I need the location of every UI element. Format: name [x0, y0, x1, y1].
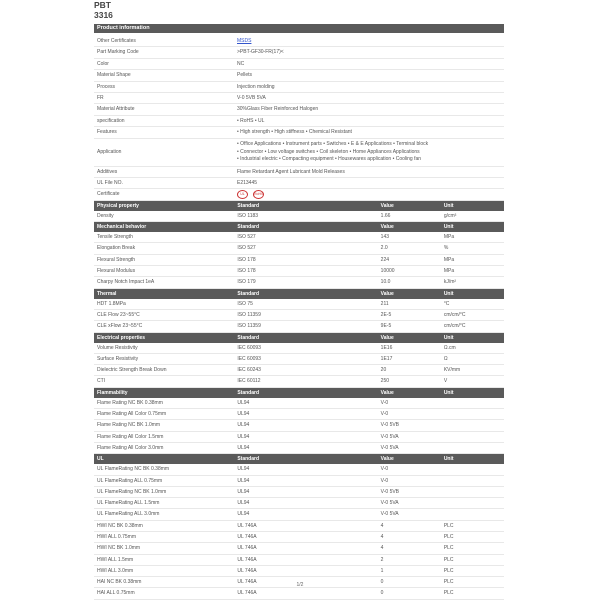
property-name: UL FlameRating NC BK 0.38mm: [94, 464, 234, 475]
section-header: [94, 387, 504, 398]
property-value: 2: [378, 554, 441, 565]
property-standard: ISO 178: [234, 266, 377, 277]
property-unit: PLC: [441, 532, 504, 543]
property-row: [94, 299, 504, 310]
property-name: Flame Rating NC BK 0.38mm: [94, 398, 234, 409]
property-unit: V: [441, 376, 504, 387]
property-unit: PLC: [441, 554, 504, 565]
section-title: UL: [94, 454, 234, 465]
property-row: [94, 532, 504, 543]
property-standard: ISO 179: [234, 277, 377, 288]
column-header: Standard: [234, 332, 377, 343]
property-standard: ISO 75: [234, 299, 377, 310]
column-header: Unit: [441, 222, 504, 233]
column-header: Standard: [234, 454, 377, 465]
property-unit: [441, 409, 504, 420]
property-row: [94, 309, 504, 320]
property-row: [94, 321, 504, 332]
property-standard: IEC 60243: [234, 365, 377, 376]
property-name: CLE Flow 23~55°C: [94, 309, 234, 320]
property-row: [94, 277, 504, 288]
section-header: [94, 332, 504, 343]
property-standard: ISO 527: [234, 243, 377, 254]
property-standard: UL 746A: [234, 588, 377, 599]
property-standard: ISO 11359: [234, 309, 377, 320]
property-standard: UL 746A: [234, 543, 377, 554]
column-header: Value: [378, 387, 441, 398]
column-header: Value: [378, 222, 441, 233]
property-value: 4: [378, 532, 441, 543]
info-row: [94, 47, 504, 58]
property-name: HWI ALL 0.75mm: [94, 532, 234, 543]
property-row: [94, 211, 504, 222]
property-name: Surface Resistivity: [94, 353, 234, 364]
property-standard: UL 746A: [234, 520, 377, 531]
property-unit: cm/cm/°C: [441, 321, 504, 332]
info-value-cell: E213445: [234, 178, 504, 189]
info-value-cell: [234, 36, 504, 47]
property-standard: UL 746A: [234, 554, 377, 565]
section-title: Thermal: [94, 288, 234, 299]
property-value: V-0 5VA: [378, 509, 441, 520]
application-line: • Connector • Low voltage switches • Coil skeleton • Home Appliances Applications: [237, 148, 420, 155]
info-row: [94, 104, 504, 115]
info-row: [94, 58, 504, 69]
property-unit: MPa: [441, 254, 504, 265]
property-row: [94, 398, 504, 409]
property-value: 2E-5: [378, 309, 441, 320]
property-unit: cm/cm/°C: [441, 309, 504, 320]
property-value: 20: [378, 365, 441, 376]
page-number: 1/2: [296, 582, 304, 588]
info-row: [94, 93, 504, 104]
property-standard: IEC 60093: [234, 343, 377, 354]
property-row: [94, 565, 504, 576]
product-grade: 3316: [94, 10, 113, 20]
property-name: HWI NC BK 1.0mm: [94, 543, 234, 554]
application-list: [234, 138, 504, 166]
column-header: Value: [378, 332, 441, 343]
property-row: [94, 588, 504, 599]
datasheet: [94, 0, 504, 600]
column-header: Unit: [441, 332, 504, 343]
info-row: [94, 166, 504, 177]
info-label: Material Shape: [94, 70, 234, 81]
column-header: Standard: [234, 288, 377, 299]
section-header: [94, 288, 504, 299]
property-value: 250: [378, 376, 441, 387]
property-name: UL FlameRating ALL 1.5mm: [94, 498, 234, 509]
property-unit: KV/mm: [441, 365, 504, 376]
property-name: HAI ALL 0.75mm: [94, 588, 234, 599]
property-standard: IEC 60093: [234, 353, 377, 364]
info-label: Features: [94, 127, 234, 138]
section-header: [94, 222, 504, 233]
property-name: Flame Rating NC BK 1.0mm: [94, 420, 234, 431]
section-title: Electrical properties: [94, 332, 234, 343]
property-standard: ISO 1183: [234, 211, 377, 222]
info-row: [94, 36, 504, 47]
property-value: V-0: [378, 464, 441, 475]
property-unit: Ω.cm: [441, 343, 504, 354]
property-row: [94, 266, 504, 277]
property-value: 1: [378, 565, 441, 576]
info-value-cell: • RoHS • UL: [234, 115, 504, 126]
property-unit: PLC: [441, 577, 504, 588]
property-row: [94, 464, 504, 475]
property-value: 1.66: [378, 211, 441, 222]
property-unit: [441, 498, 504, 509]
property-unit: [441, 509, 504, 520]
application-line: • Industrial electric • Compacting equipment • Housewares application • Cooling fan: [237, 155, 422, 162]
properties-table: [94, 201, 504, 600]
property-value: V-0: [378, 409, 441, 420]
property-name: CLE xFlow 23~55°C: [94, 321, 234, 332]
property-name: HDT 1.8MPa: [94, 299, 234, 310]
property-value: 224: [378, 254, 441, 265]
property-name: CTI: [94, 376, 234, 387]
property-standard: UL94: [234, 486, 377, 497]
section-title: Physical property: [94, 201, 234, 211]
property-unit: PLC: [441, 543, 504, 554]
property-row: [94, 431, 504, 442]
ul-cert-icon[interactable]: UL: [237, 190, 248, 199]
column-header: Value: [378, 288, 441, 299]
info-value-cell: Pellets: [234, 70, 504, 81]
section-header: [94, 454, 504, 465]
application-row: [94, 138, 504, 166]
property-value: 9E-5: [378, 321, 441, 332]
info-label: FR: [94, 93, 234, 104]
product-family: PBT: [94, 0, 111, 10]
property-unit: [441, 442, 504, 453]
property-name: Flexural Strength: [94, 254, 234, 265]
info-row: [94, 127, 504, 138]
property-standard: UL94: [234, 442, 377, 453]
property-standard: UL94: [234, 475, 377, 486]
column-header: Unit: [441, 288, 504, 299]
info-label: Application: [94, 138, 234, 166]
column-header: Standard: [234, 222, 377, 233]
property-unit: [441, 464, 504, 475]
property-value: V-0: [378, 398, 441, 409]
property-value: 1E16: [378, 343, 441, 354]
property-standard: UL94: [234, 464, 377, 475]
info-row: [94, 178, 504, 189]
property-unit: PLC: [441, 588, 504, 599]
property-unit: MPa: [441, 266, 504, 277]
msds-link[interactable]: MSDS: [237, 38, 252, 44]
property-standard: ISO 527: [234, 232, 377, 243]
property-unit: [441, 420, 504, 431]
property-standard: ISO 11359: [234, 321, 377, 332]
property-unit: Ω: [441, 353, 504, 364]
property-unit: °C: [441, 299, 504, 310]
property-standard: UL94: [234, 420, 377, 431]
property-name: HAI NC BK 0.38mm: [94, 577, 234, 588]
property-name: HWI NC BK 0.38mm: [94, 520, 234, 531]
property-value: V-0 5VB: [378, 486, 441, 497]
product-info-table: [94, 36, 504, 201]
property-value: V-0 5VA: [378, 431, 441, 442]
property-row: [94, 442, 504, 453]
column-header: Value: [378, 454, 441, 465]
info-row: [94, 81, 504, 92]
column-header: Standard: [234, 201, 377, 211]
property-row: [94, 498, 504, 509]
property-name: HWI ALL 3.0mm: [94, 565, 234, 576]
info-value-cell: Injection molding: [234, 81, 504, 92]
property-value: 0: [378, 588, 441, 599]
info-label: Part Marking Code: [94, 47, 234, 58]
section-title: Flammability: [94, 387, 234, 398]
property-row: [94, 353, 504, 364]
info-label: Other Certificates: [94, 36, 234, 47]
info-label: UL File NO.: [94, 178, 234, 189]
property-row: [94, 543, 504, 554]
property-row: [94, 365, 504, 376]
property-name: Flame Rating All Color 0.75mm: [94, 409, 234, 420]
info-row: [94, 70, 504, 81]
property-unit: [441, 475, 504, 486]
property-unit: PLC: [441, 565, 504, 576]
property-row: [94, 554, 504, 565]
property-unit: MPa: [441, 232, 504, 243]
property-standard: UL94: [234, 431, 377, 442]
property-name: UL FlameRating NC BK 1.0mm: [94, 486, 234, 497]
property-name: Volume Resistivity: [94, 343, 234, 354]
property-unit: [441, 431, 504, 442]
property-standard: UL94: [234, 409, 377, 420]
property-value: 0: [378, 577, 441, 588]
property-row: [94, 520, 504, 531]
property-row: [94, 409, 504, 420]
info-row: [94, 115, 504, 126]
property-unit: PLC: [441, 520, 504, 531]
column-header: Value: [378, 201, 441, 211]
property-standard: UL94: [234, 398, 377, 409]
info-value-cell: Flame Retardant Agent Lubricant Mold Releases: [234, 166, 504, 177]
info-value-cell: V-0 5VB 5VA: [234, 93, 504, 104]
property-row: [94, 475, 504, 486]
property-row: [94, 232, 504, 243]
property-name: Flame Rating All Color 3.0mm: [94, 442, 234, 453]
section-title: Mechanical behavior: [94, 222, 234, 233]
property-value: V-0 5VA: [378, 442, 441, 453]
property-value: 143: [378, 232, 441, 243]
column-header: Unit: [441, 387, 504, 398]
property-row: [94, 420, 504, 431]
property-name: UL FlameRating ALL 3.0mm: [94, 509, 234, 520]
property-unit: %: [441, 243, 504, 254]
property-value: 211: [378, 299, 441, 310]
property-unit: g/cm³: [441, 211, 504, 222]
property-row: [94, 254, 504, 265]
property-row: [94, 376, 504, 387]
info-label: Color: [94, 58, 234, 69]
column-header: Unit: [441, 454, 504, 465]
info-value-cell: • High strength • High stiffness • Chemical Resistant: [234, 127, 504, 138]
property-name: Tensile Strength: [94, 232, 234, 243]
property-standard: IEC 60112: [234, 376, 377, 387]
info-value-cell: >PBT-GF30-FR(17)<: [234, 47, 504, 58]
property-row: [94, 343, 504, 354]
property-standard: UL94: [234, 498, 377, 509]
property-name: Density: [94, 211, 234, 222]
column-header: Standard: [234, 387, 377, 398]
property-value: 4: [378, 543, 441, 554]
property-row: [94, 486, 504, 497]
property-value: 10000: [378, 266, 441, 277]
property-standard: UL 746A: [234, 565, 377, 576]
property-unit: [441, 398, 504, 409]
product-info-header: Product information: [94, 24, 504, 33]
property-name: Dielectric Strength Break Down: [94, 365, 234, 376]
section-header: [94, 201, 504, 211]
property-value: 2.0: [378, 243, 441, 254]
property-name: Flame Rating All Color 1.5mm: [94, 431, 234, 442]
property-standard: UL 746A: [234, 532, 377, 543]
property-value: V-0: [378, 475, 441, 486]
certificate-row: [94, 189, 504, 200]
info-value-cell: 30%Glass Fiber Reinforced Halogen: [234, 104, 504, 115]
property-unit: kJ/m²: [441, 277, 504, 288]
info-label: Certificate: [94, 189, 234, 200]
property-standard: UL94: [234, 509, 377, 520]
property-unit: [441, 486, 504, 497]
property-value: V-0 5VA: [378, 498, 441, 509]
info-value-cell: NC: [234, 58, 504, 69]
column-header: Unit: [441, 201, 504, 211]
property-row: [94, 243, 504, 254]
property-name: UL FlameRating ALL 0.75mm: [94, 475, 234, 486]
property-value: 1E17: [378, 353, 441, 364]
property-name: Flexural Modulus: [94, 266, 234, 277]
property-name: Elongation Break: [94, 243, 234, 254]
certificate-icons: [234, 189, 504, 200]
info-label: Process: [94, 81, 234, 92]
property-name: HWI ALL 1.5mm: [94, 554, 234, 565]
application-line: • Office Applications • Instrument parts • Switches • E & E Applications • Terminal block: [237, 141, 429, 148]
info-label: Additives: [94, 166, 234, 177]
property-standard: ISO 178: [234, 254, 377, 265]
property-name: Charpy Notch Impact 1eA: [94, 277, 234, 288]
rohs-cert-icon[interactable]: RoHS: [253, 190, 264, 199]
property-value: 4: [378, 520, 441, 531]
info-label: specification: [94, 115, 234, 126]
property-standard: UL 746A: [234, 577, 377, 588]
property-row: [94, 509, 504, 520]
property-value: V-0 5VB: [378, 420, 441, 431]
property-value: 10.0: [378, 277, 441, 288]
info-label: Material Attribute: [94, 104, 234, 115]
